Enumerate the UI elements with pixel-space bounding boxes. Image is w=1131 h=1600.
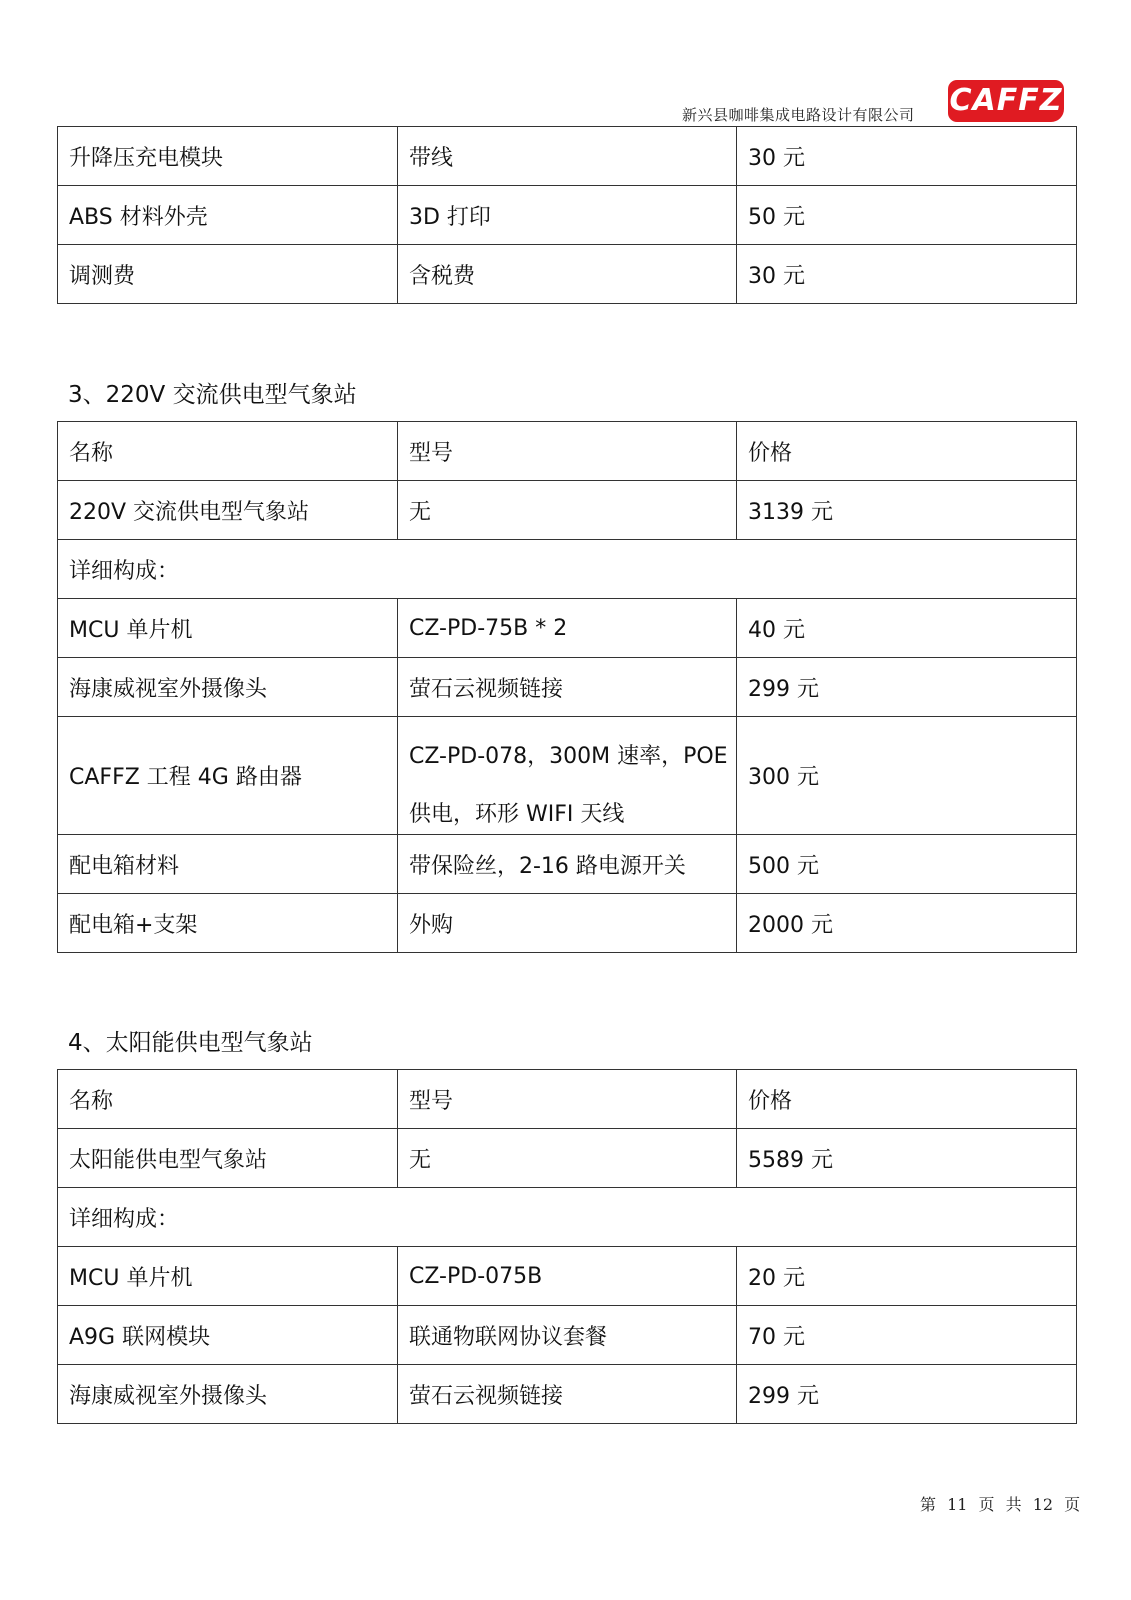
cell-model: 无 [398,1129,737,1188]
cell-name: 配电箱+支架 [58,894,398,953]
cell-price: 299 元 [737,658,1077,717]
table-section-4 [57,1069,1077,1424]
cell-price: 500 元 [737,835,1077,894]
page-number: 第 11 页 共 12 页 [920,1495,1081,1514]
table-row [58,540,1077,599]
section-3-title: 3、220V 交流供电型气象站 [68,382,357,408]
table-row [58,1247,1077,1306]
header-model: 型号 [398,422,737,481]
router-spec-line-2: 供电，环形 WIFI 天线 [409,802,625,827]
table-row [58,717,1077,835]
cell-name: MCU 单片机 [58,599,398,658]
header-price: 价格 [737,1070,1077,1129]
table-header-row [58,422,1077,481]
cell-name: 升降压充电模块 [58,127,398,186]
table-row [58,1129,1077,1188]
table-row [58,894,1077,953]
cell-model: 含税费 [398,245,737,304]
cell-name: 海康威视室外摄像头 [58,658,398,717]
cell-model: CZ-PD-075B [398,1247,737,1306]
cell-name: 调测费 [58,245,398,304]
table-row [58,658,1077,717]
cell-name: 海康威视室外摄像头 [58,1365,398,1424]
cell-name: MCU 单片机 [58,1247,398,1306]
cell-name: ABS 材料外壳 [58,186,398,245]
table-row [58,599,1077,658]
detail-label: 详细构成： [58,540,1077,599]
table-row [58,1365,1077,1424]
cell-price: 30 元 [737,127,1077,186]
cell-model: 外购 [398,894,737,953]
table-row [58,835,1077,894]
cell-name: A9G 联网模块 [58,1306,398,1365]
cell-price: 20 元 [737,1247,1077,1306]
table-continued [57,126,1077,304]
cell-model: 萤石云视频链接 [398,1365,737,1424]
cell-price: 5589 元 [737,1129,1077,1188]
cell-price: 3139 元 [737,481,1077,540]
header-price: 价格 [737,422,1077,481]
cell-model: CZ-PD-75B * 2 [398,599,737,658]
cell-model: 联通物联网协议套餐 [398,1306,737,1365]
cell-price: 40 元 [737,599,1077,658]
header-name: 名称 [58,422,398,481]
header-name: 名称 [58,1070,398,1129]
table-row [58,127,1077,186]
cell-price: 299 元 [737,1365,1077,1424]
header-company-name: 新兴县咖啡集成电路设计有限公司 [682,106,915,124]
detail-label: 详细构成： [58,1188,1077,1247]
cell-name: 太阳能供电型气象站 [58,1129,398,1188]
cell-model: 萤石云视频链接 [398,658,737,717]
cell-model: 3D 打印 [398,186,737,245]
cell-name: CAFFZ 工程 4G 路由器 [58,717,398,835]
header-model: 型号 [398,1070,737,1129]
cell-model [398,717,737,835]
table-section-3 [57,421,1077,953]
table-row [58,1306,1077,1365]
table-row [58,481,1077,540]
cell-name: 220V 交流供电型气象站 [58,481,398,540]
cell-price: 2000 元 [737,894,1077,953]
cell-price: 300 元 [737,717,1077,835]
table-header-row [58,1070,1077,1129]
cell-model: 无 [398,481,737,540]
cell-price: 50 元 [737,186,1077,245]
cell-model: 带线 [398,127,737,186]
table-row [58,245,1077,304]
cell-price: 70 元 [737,1306,1077,1365]
router-spec-line-1: CZ-PD-078，300M 速率，POE [409,744,728,769]
table-row [58,1188,1077,1247]
cell-model: 带保险丝，2-16 路电源开关 [398,835,737,894]
company-logo: CAFFZ [948,80,1064,122]
cell-name: 配电箱材料 [58,835,398,894]
section-4-title: 4、太阳能供电型气象站 [68,1030,313,1056]
table-row [58,186,1077,245]
cell-price: 30 元 [737,245,1077,304]
